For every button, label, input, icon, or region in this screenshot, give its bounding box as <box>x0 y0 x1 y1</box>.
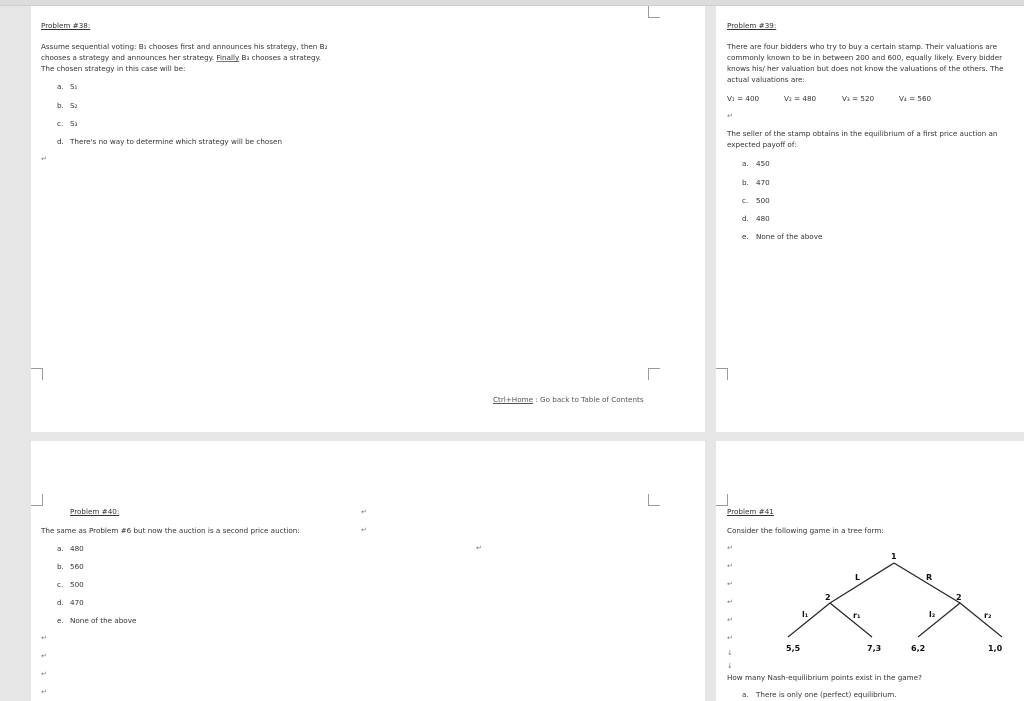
option-letter: b. <box>57 562 64 571</box>
option-text: 480 <box>70 544 84 553</box>
problem-40-title: Problem #40: <box>70 507 120 516</box>
option-text: 480 <box>756 214 770 223</box>
problem-39-question: The seller of the stamp obtains in the equilibrium of a first price auction an <box>727 129 998 138</box>
paragraph-mark: ↵ <box>476 544 482 552</box>
option-text: S₂ <box>70 101 78 110</box>
tree-node-root: 1 <box>891 552 897 561</box>
line-break-mark: ↓ <box>727 662 733 670</box>
option-letter: a. <box>57 544 64 553</box>
paragraph-mark: ↵ <box>41 155 47 163</box>
problem-39-desc: actual valuations are: <box>727 75 805 84</box>
table-of-contents-link[interactable] <box>493 394 644 405</box>
option-letter: d. <box>57 137 64 146</box>
option-text: 470 <box>70 598 84 607</box>
tree-branch-label-left: L <box>855 573 861 582</box>
problem-39-desc: commonly known to be in between 200 and 600, equally likely. Every bidder <box>727 53 1003 62</box>
tree-branch-label-right: R <box>926 573 933 582</box>
page-problem-40 <box>31 441 705 701</box>
tree-edge-l2 <box>918 603 960 637</box>
problem-41-question: How many Nash-equilibrium points exist in the game? <box>727 673 922 682</box>
problem-38-line-1: Assume sequential voting: B₁ chooses first and announces his strategy, then B₂ <box>41 42 328 51</box>
paragraph-mark: ↵ <box>727 562 733 570</box>
game-tree-diagram <box>716 541 1024 661</box>
tree-edge-l <box>830 563 894 603</box>
valuation: V₁ = 400 <box>727 94 760 103</box>
page-problem-38 <box>31 6 705 432</box>
tree-payoff: 6,2 <box>911 644 926 653</box>
option-text: S₁ <box>70 82 78 91</box>
paragraph-mark: ↵ <box>361 526 367 534</box>
crop-mark <box>648 494 660 506</box>
problem-40-desc: The same as Problem #6 but now the auction is a second price auction: <box>41 526 300 535</box>
tree-payoff: 7,3 <box>867 644 882 653</box>
problem-39-question: expected payoff of: <box>727 140 797 149</box>
valuation: V₄ = 560 <box>899 94 932 103</box>
option-text: None of the above <box>70 616 137 625</box>
crop-mark <box>31 368 43 380</box>
option-text: 560 <box>70 562 84 571</box>
paragraph-mark: ↵ <box>727 616 733 624</box>
problem-38-line-3: The chosen strategy in this case will be: <box>41 64 186 73</box>
tree-branch-label-l1: l₁ <box>802 610 809 619</box>
tree-edge-r <box>894 563 960 603</box>
line-break-mark: ↓ <box>727 649 733 657</box>
option-letter: c. <box>57 119 64 128</box>
option-letter: a. <box>57 82 64 91</box>
option-text: There is only one (perfect) equilibrium. <box>756 690 897 699</box>
crop-mark <box>31 494 43 506</box>
crop-mark <box>648 6 660 18</box>
option-letter: e. <box>742 232 749 241</box>
paragraph-mark: ↵ <box>41 652 47 660</box>
option-text: 470 <box>756 178 770 187</box>
paragraph-mark: ↵ <box>727 634 733 642</box>
tree-edge-l1 <box>788 603 830 637</box>
problem-41-desc: Consider the following game in a tree form: <box>727 526 884 535</box>
option-letter: a. <box>742 690 749 699</box>
option-letter: c. <box>57 580 64 589</box>
tree-branch-label-r2: r₂ <box>984 611 992 620</box>
crop-mark <box>648 368 660 380</box>
paragraph-mark: ↵ <box>727 580 733 588</box>
paragraph-mark: ↵ <box>361 508 367 516</box>
problem-39-title: Problem #39: <box>727 21 777 30</box>
tree-payoff: 5,5 <box>786 644 801 653</box>
problem-41-title: Problem #41 <box>727 507 774 516</box>
tree-node-p2-left: 2 <box>825 593 831 602</box>
line-text: B₃ chooses a strategy. <box>239 53 322 62</box>
option-letter: d. <box>742 214 749 223</box>
option-letter: d. <box>57 598 64 607</box>
page-problem-39 <box>716 6 1024 432</box>
option-letter: b. <box>57 101 64 110</box>
tree-node-p2-right: 2 <box>956 593 962 602</box>
tree-branch-label-l2: l₂ <box>929 610 936 619</box>
problem-38-title: Problem #38: <box>41 21 91 30</box>
tree-branch-label-r1: r₁ <box>853 611 861 620</box>
option-letter: b. <box>742 178 749 187</box>
line-text: chooses a strategy and announces her strategy. <box>41 53 217 62</box>
underlined-word: Finally <box>216 53 240 62</box>
page-problem-41 <box>716 441 1024 701</box>
problem-38-line-2 <box>41 52 321 63</box>
option-text: 500 <box>756 196 770 205</box>
option-letter: a. <box>742 159 749 168</box>
paragraph-mark: ↵ <box>727 544 733 552</box>
tree-edge-r2 <box>960 603 1002 637</box>
paragraph-mark: ↵ <box>41 688 47 696</box>
paragraph-mark: ↵ <box>727 598 733 606</box>
option-text: S₃ <box>70 119 78 128</box>
ctrl-home-shortcut[interactable]: Ctrl+Home <box>493 395 534 404</box>
valuation: V₂ = 480 <box>784 94 817 103</box>
problem-39-desc: knows his/ her valuation but does not know the valuations of the others. The <box>727 64 1004 73</box>
link-text: : Go back to Table of Contents <box>533 395 644 404</box>
option-text: There's no way to determine which strategy will be chosen <box>70 137 282 146</box>
problem-39-desc: There are four bidders who try to buy a certain stamp. Their valuations are <box>727 42 997 51</box>
paragraph-mark: ↵ <box>41 670 47 678</box>
crop-mark <box>716 494 728 506</box>
option-text: 450 <box>756 159 770 168</box>
option-text: 500 <box>70 580 84 589</box>
option-letter: c. <box>742 196 749 205</box>
option-letter: e. <box>57 616 64 625</box>
tree-edge-r1 <box>830 603 872 637</box>
option-text: None of the above <box>756 232 823 241</box>
valuation: V₃ = 520 <box>842 94 875 103</box>
paragraph-mark: ↵ <box>727 112 733 120</box>
crop-mark <box>716 368 728 380</box>
tree-payoff: 1,0 <box>988 644 1003 653</box>
paragraph-mark: ↵ <box>41 634 47 642</box>
